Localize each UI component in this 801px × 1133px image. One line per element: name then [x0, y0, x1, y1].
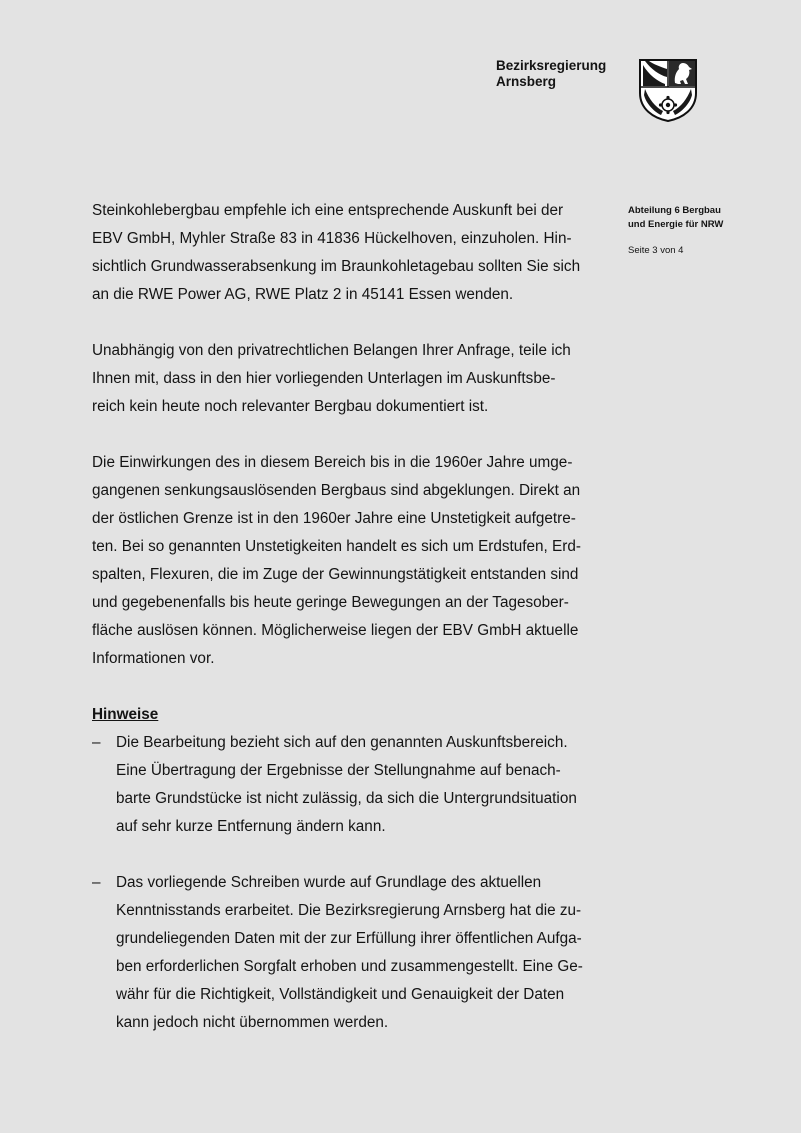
organization-line-1: Bezirksregierung: [496, 58, 607, 73]
text-line: barte Grundstücke ist nicht zulässig, da sich die Untergrundsituation: [116, 790, 577, 807]
nrw-coat-of-arms-icon: [637, 57, 699, 123]
side-info: [628, 204, 788, 258]
text-line: gangenen senkungsauslösenden Bergbaus sind abgeklungen. Direkt an: [92, 482, 581, 499]
bullet-dash: –: [92, 734, 101, 751]
text-line: grundeliegenden Daten mit der zur Erfüllung ihrer öffentlichen Aufga-: [116, 930, 582, 947]
text-line: ten. Bei so genannten Unstetigkeiten handelt es sich um Erdstufen, Erd-: [92, 538, 581, 555]
text-line: an die RWE Power AG, RWE Platz 2 in 45141 Essen wenden.: [92, 286, 514, 303]
text-line: Die Einwirkungen des in diesem Bereich bis in die 1960er Jahre umge-: [92, 454, 573, 471]
paragraph-unterlagen: [92, 337, 612, 421]
text-line: EBV GmbH, Myhler Straße 83 in 41836 Hückelhoven, einzuholen. Hin-: [92, 230, 572, 247]
text-line: der östlichen Grenze ist in den 1960er Jahre eine Unstetigkeit aufgetre-: [92, 510, 576, 527]
text-line: Ihnen mit, dass in den hier vorliegenden Unterlagen im Auskunftsbe-: [92, 370, 556, 387]
text-line: Unabhängig von den privatrechtlichen Belangen Ihrer Anfrage, teile ich: [92, 342, 571, 359]
text-line: Die Bearbeitung bezieht sich auf den genannten Auskunftsbereich.: [116, 734, 568, 751]
text-line: Informationen vor.: [92, 650, 215, 667]
paragraph-einwirkungen: [92, 449, 612, 673]
organization-line-2: Arnsberg: [496, 74, 557, 89]
text-line: sichtlich Grundwasserabsenkung im Braunkohletagebau sollten Sie sich: [92, 258, 581, 275]
letter-body: [92, 197, 612, 1037]
paragraph-grubenwasser: [92, 197, 612, 309]
department-line-2: und Energie für NRW: [628, 219, 724, 230]
text-line: Kenntnisstands erarbeitet. Die Bezirksregierung Arnsberg hat die zu-: [116, 902, 582, 919]
text-line: und gegebenenfalls bis heute geringe Bewegungen an der Tagesober-: [92, 594, 569, 611]
text-line: Steinkohlebergbau empfehle ich eine entsprechende Auskunft bei der: [92, 202, 564, 219]
text-line: kann jedoch nicht übernommen werden.: [116, 1014, 389, 1031]
text-line: spalten, Flexuren, die im Zuge der Gewinnungstätigkeit entstanden sind: [92, 566, 579, 583]
text-line: Eine Übertragung der Ergebnisse der Stellungnahme auf benach-: [116, 762, 561, 779]
text-line: währ für die Richtigkeit, Vollständigkeit und Genauigkeit der Daten: [116, 986, 565, 1003]
text-line: auf sehr kurze Entfernung ändern kann.: [116, 818, 386, 835]
department-line-1: Abteilung 6 Bergbau: [628, 205, 721, 216]
bullet-dash: –: [92, 874, 101, 891]
text-line: ben erforderlichen Sorgfalt erhoben und zusammengestellt. Eine Ge-: [116, 958, 583, 975]
section-heading-hinweise: Hinweise: [92, 706, 159, 723]
list-item: [92, 729, 612, 841]
text-line: reich kein heute noch relevanter Bergbau dokumentiert ist.: [92, 398, 489, 415]
list-item: [92, 869, 612, 1037]
text-line: fläche auslösen können. Möglicherweise liegen der EBV GmbH aktuelle: [92, 622, 579, 639]
text-line: Das vorliegende Schreiben wurde auf Grundlage des aktuellen: [116, 874, 542, 891]
page-number: Seite 3 von 4: [628, 245, 684, 256]
organization-name: [496, 58, 606, 90]
